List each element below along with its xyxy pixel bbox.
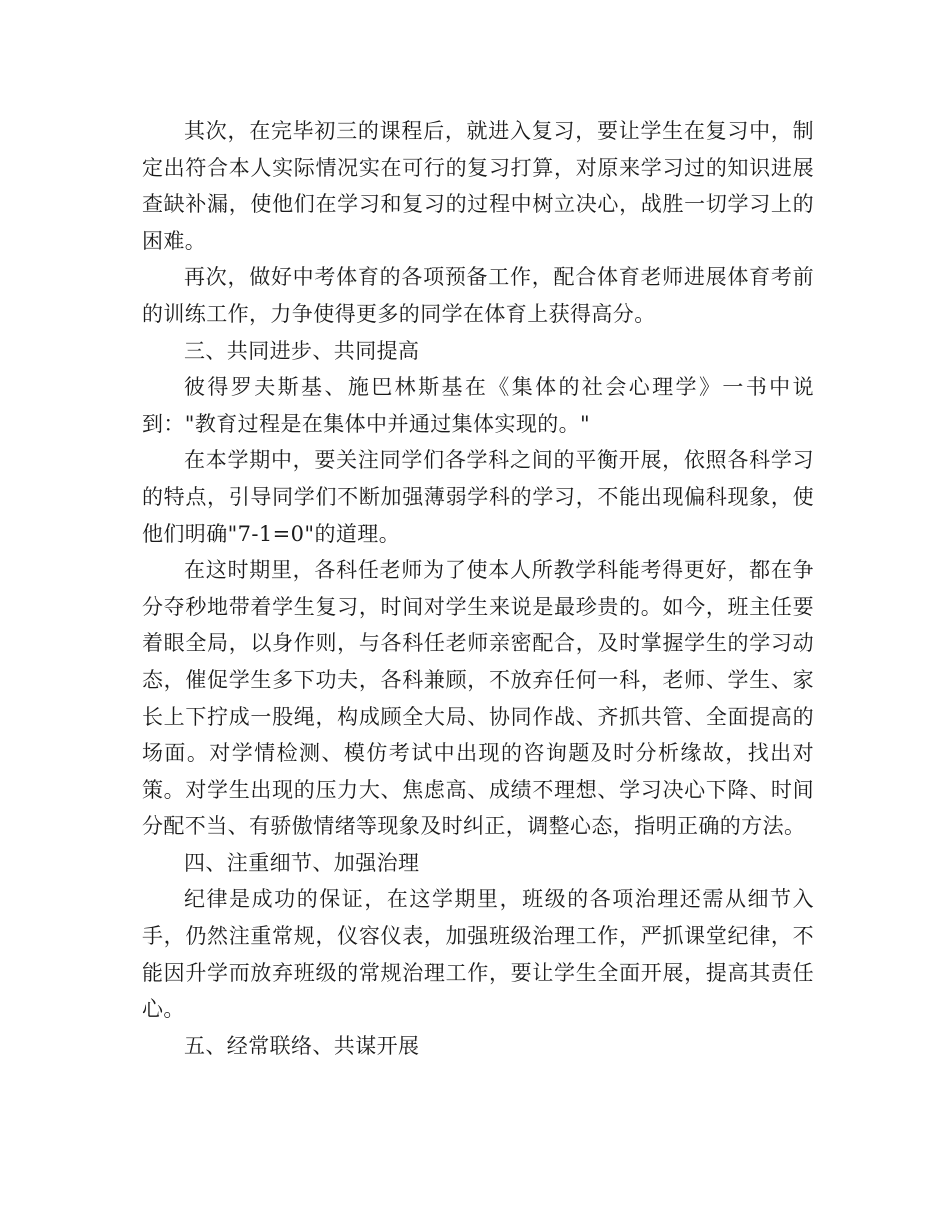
document-page [142, 113, 814, 1064]
paragraph-quote: 彼得罗夫斯基、施巴林斯基在《集体的社会心理学》一书中说到："教育过程是在集体中并通过集体实现的。" [142, 375, 814, 436]
paragraph-balance: 在本学期中，要关注同学们各学科之间的平衡开展，依照各科学习的特点，引导同学们不断加强薄弱学科的学习，不能出现偏科现象，使他们明确"7-1=0"的道理。 [142, 448, 814, 546]
section-heading-4: 四、注重细节、加强治理 [184, 850, 420, 875]
paragraph-review-plan: 其次，在完毕初三的课程后，就进入复习，要让学生在复习中，制定出符合本人实际情况实在可行的复习打算，对原来学习过的知识进展查缺补漏，使他们在学习和复习的过程中树立决心，战胜一切学习上的困难。 [142, 119, 814, 253]
paragraph-pe-exam: 再次，做好中考体育的各项预备工作，配合体育老师进展体育考前的训练工作，力争使得更多的同学在体育上获得高分。 [142, 265, 814, 326]
section-heading-5: 五、经常联络、共谋开展 [184, 1033, 420, 1058]
section-heading-3: 三、共同进步、共同提高 [184, 338, 420, 363]
paragraph-teachers: 在这时期里，各科任老师为了使本人所教学科能考得更好，都在争分夺秒地带着学生复习，时间对学生来说是最珍贵的。如今，班主任要着眼全局，以身作则，与各科任老师亲密配合，及时掌握学生的学习动态，催促学生多下功夫，各科兼顾，不放弃任何一科，老师、学生、家长上下拧成一股绳，构成顾全大局、协同作战、齐抓共管、全面提高的场面。对学情检测、模仿考试中出现的咨询题及时分析缘故，找出对策。对学生出现的压力大、焦虑高、成绩不理想、学习决心下降、时间分配不当、有骄傲情绪等现象及时纠正，调整心态，指明正确的方法。 [142, 558, 814, 839]
paragraph-discipline: 纪律是成功的保证，在这学期里，班级的各项治理还需从细节入手，仍然注重常规，仪容仪表，加强班级治理工作，严抓课堂纪律，不能因升学而放弃班级的常规治理工作，要让学生全面开展，提高其责任心。 [142, 887, 814, 1022]
